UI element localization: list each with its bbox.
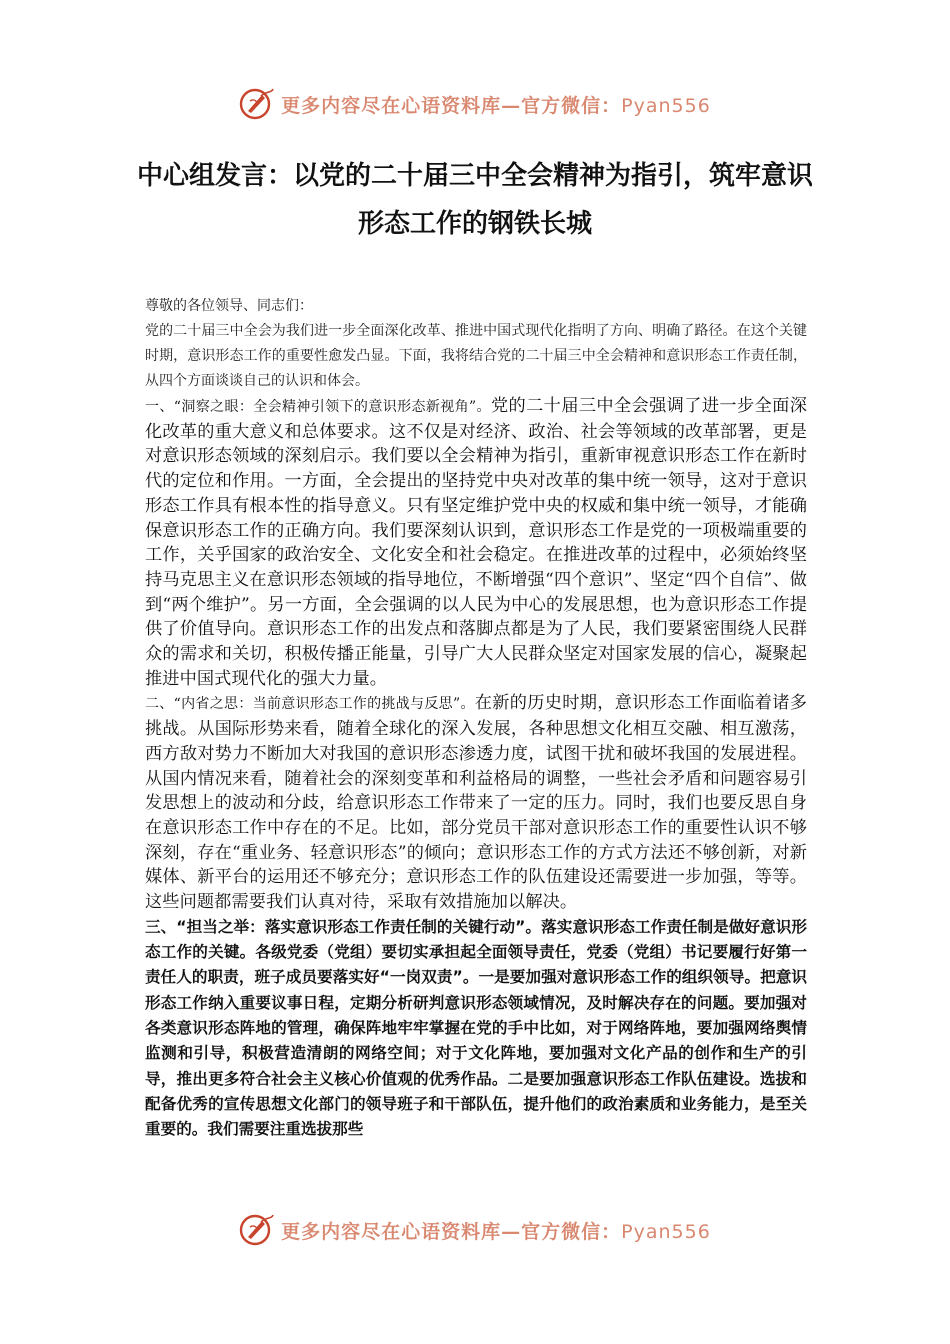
document-title: 中心组发言：以党的二十届三中全会精神为指引，筑牢意识形态工作的钢铁长城 [136,161,813,239]
banner-handle: Pyan556 [621,94,711,117]
banner-label: 更多内容尽在心语资料库—官方微信： [281,94,622,117]
section-1-text: 党的二十届三中全会强调了进一步全面深化改革的重大意义和总体要求。这不仅是对经济、政治、社会等领域的改革部署，更是对意识形态领域的深刻启示。我们要以全会精神为指引，重新审视意识形态工作在新时代的定位和作用。一方面，全会提出的坚持党中央对改革的集中统一领导，这对于意识形态工作具有根本性的指导意义。只有坚定维护党中央的权威和集中统一领导，才能确保意识形态工作的正确方向。我们要深刻认识到，意识形态工作是党的一项极端重要的工作，关乎国家的政治安全、文化安全和社会稳定。在推进改革的过程中，必须始终坚持马克思主义在意识形态领域的指导地位，不断增强“四个意识”、坚定“四个自信”、做到“两个维护”。另一方面，全会强调的以人民为中心的发展思想，也为意识形态工作提供了价值导向。意识形态工作的出发点和落脚点都是为了人民，我们要紧密围绕人民群众的需求和关切，积极传播正能量，引导广大人民群众坚定对国家发展的信心，凝聚起推进中国式现代化的强大力量。 [145,396,807,689]
logo-icon [239,87,275,121]
banner-text [281,91,711,118]
salutation: 尊敬的各位领导、同志们： [145,298,313,314]
banner-text [281,1217,711,1244]
header-banner [0,84,950,124]
section-2-text: 在新的历史时期，意识形态工作面临着诸多挑战。从国际形势来看，随着全球化的深入发展，各种思想文化相互交融、相互激荡，西方敌对势力不断加大对我国的意识形态渗透力度，试图干扰和破坏我国的发展进程。从国内情况来看，随着社会的深刻变革和利益格局的调整，一些社会矛盾和问题容易引发思想上的波动和分歧，给意识形态工作带来了一定的压力。同时，我们也要反思自身在意识形态工作中存在的不足。比如，部分党员干部对意识形态工作的重要性认识不够深刻，存在“重业务、轻意识形态”的倾向；意识形态工作的方式方法还不够创新，对新媒体、新平台的运用还不够充分；意识形态工作的队伍建设还需要进一步加强，等等。这些问题都需要我们认真对待，采取有效措施加以解决。 [145,693,807,913]
section-2-heading: 二、“内省之思：当前意识形态工作的挑战与反思”。 [145,696,475,713]
document-body [145,294,807,1142]
intro-paragraph: 党的二十届三中全会为我们进一步全面深化改革、推进中国式现代化指明了方向、明确了路径。在这个关键时期，意识形态工作的重要性愈发凸显。下面，我将结合党的二十届三中全会精神和意识形态工作责任制，从四个方面谈谈自己的认识和体会。 [145,323,807,389]
section-3-paragraph: 三、“担当之举：落实意识形态工作责任制的关键行动”。落实意识形态工作责任制是做好意识形态工作的关键。各级党委（党组）要切实承担起全面领导责任，党委（党组）书记要履行好第一责任人的职责，班子成员要落实好“一岗双责”。一是要加强对意识形态工作的组织领导。把意识形态工作纳入重要议事日程，定期分析研判意识形态领域情况，及时解决存在的问题。要加强对各类意识形态阵地的管理，确保阵地牢牢掌握在党的手中比如，对于网络阵地，要加强网络舆情监测和引导，积极营造清朗的网络空间；对于文化阵地，要加强对文化产品的创作和生产的引导，推出更多符合社会主义核心价值观的优秀作品。二是要加强意识形态工作队伍建设。选拔和配备优秀的宣传思想文化部门的领导班子和干部队伍，提升他们的政治素质和业务能力，是至关重要的。我们需要注重选拔那些 [145,917,807,1139]
section-1-heading: 一、“洞察之眼：全会精神引领下的意识形态新视角”。 [145,399,491,415]
banner-label: 更多内容尽在心语资料库—官方微信： [281,1220,622,1243]
section-2-paragraph [145,691,807,914]
logo-icon [239,1213,275,1247]
section-1-paragraph [145,394,807,691]
footer-banner [0,1210,950,1250]
banner-handle: Pyan556 [621,1220,711,1243]
